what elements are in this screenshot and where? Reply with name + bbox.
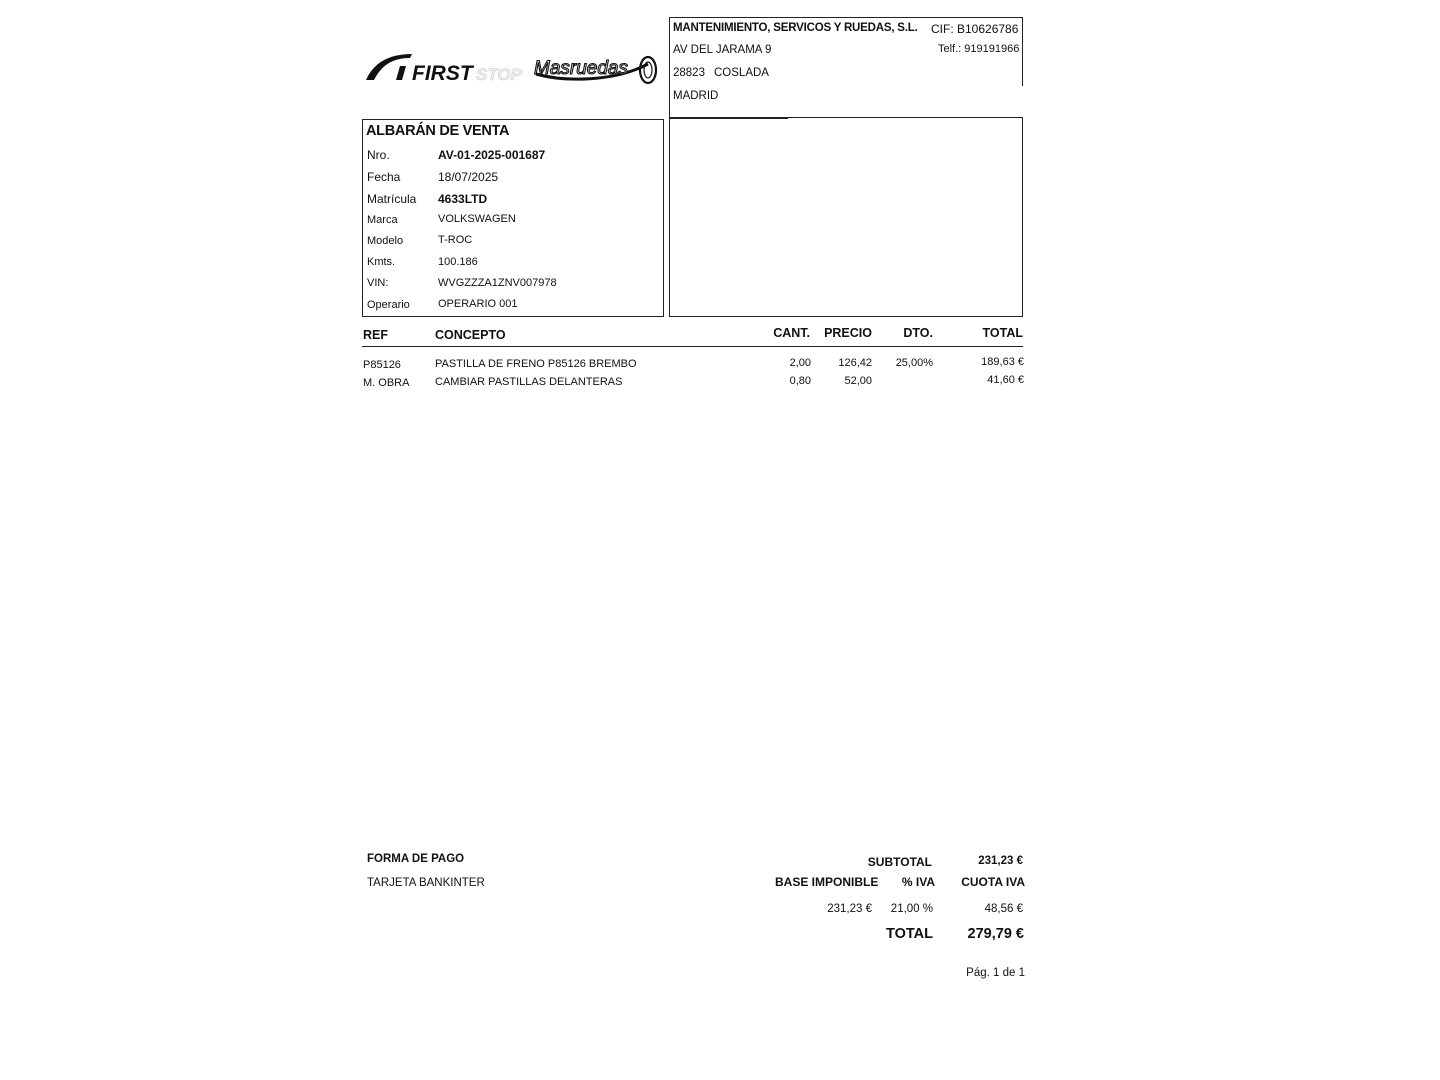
label-operator: Operario: [367, 299, 410, 311]
line-2-total: 41,60 €: [987, 374, 1024, 386]
label-brand: Marca: [367, 214, 398, 226]
company-name: MANTENIMIENTO, SERVICOS Y RUEDAS, S.L.: [673, 22, 918, 34]
subtotal-label: SUBTOTAL: [867, 855, 932, 869]
table-header-rule: [362, 346, 1023, 347]
company-province: MADRID: [673, 90, 719, 102]
value-plate: 4633LTD: [438, 192, 488, 206]
iva-pct-value: 21,00 %: [890, 903, 933, 915]
line-2-ref: M. OBRA: [363, 377, 410, 389]
company-logo: [364, 48, 658, 92]
header-price: PRECIO: [824, 326, 872, 340]
payment-title: FORMA DE PAGO: [367, 853, 465, 865]
label-model: Modelo: [367, 235, 404, 247]
subtotal-value: 231,23 €: [978, 855, 1023, 867]
label-date: Fecha: [367, 170, 401, 184]
document-title: ALBARÁN DE VENTA: [366, 123, 510, 139]
header-concept: CONCEPTO: [435, 328, 506, 342]
payment-method: TARJETA BANKINTER: [367, 877, 485, 889]
company-city: COSLADA: [714, 67, 769, 79]
header-ref: REF: [363, 328, 388, 342]
line-1-concept: PASTILLA DE FRENO P85126 BREMBO: [435, 358, 637, 370]
company-phone: Telf.: 919191966: [938, 43, 1020, 55]
iva-pct-label: % IVA: [901, 875, 935, 889]
line-1-qty: 2,00: [789, 357, 811, 369]
value-brand: VOLKSWAGEN: [438, 213, 516, 225]
line-1-total: 189,63 €: [981, 356, 1024, 368]
line-1-ref: P85126: [363, 359, 401, 371]
client-box: [669, 117, 1023, 317]
value-operator: OPERARIO 001: [438, 298, 518, 310]
base-value: 231,23 €: [827, 903, 872, 915]
company-address: AV DEL JARAMA 9: [673, 44, 772, 56]
line-1-discount: 25,00%: [895, 357, 933, 369]
logo-text-first: FIRST: [412, 62, 473, 85]
total-value: 279,79 €: [967, 926, 1024, 942]
value-model: T-ROC: [438, 234, 473, 246]
logo-text-stop: STOP: [476, 65, 522, 84]
company-cif: CIF: B10626786: [931, 22, 1019, 36]
label-number: Nro.: [367, 148, 390, 162]
page-number: Pág. 1 de 1: [966, 967, 1025, 979]
iva-amount-label: CUOTA IVA: [961, 875, 1025, 889]
company-postal-code: 28823: [673, 67, 705, 79]
line-1-price: 126,42: [838, 357, 872, 369]
header-total: TOTAL: [982, 326, 1023, 340]
iva-amount-value: 48,56 €: [984, 903, 1023, 915]
header-discount: DTO.: [903, 326, 933, 340]
value-vin: WVGZZZA1ZNV007978: [438, 277, 557, 289]
header-qty: CANT.: [773, 326, 810, 340]
total-label: TOTAL: [886, 926, 933, 942]
base-label: BASE IMPONIBLE: [775, 875, 879, 889]
label-vin: VIN:: [367, 277, 389, 289]
value-km: 100.186: [438, 256, 478, 268]
line-2-qty: 0,80: [789, 375, 811, 387]
label-km: Kmts.: [367, 256, 396, 268]
value-number: AV-01-2025-001687: [438, 148, 546, 162]
line-2-concept: CAMBIAR PASTILLAS DELANTERAS: [435, 376, 623, 388]
value-date: 18/07/2025: [438, 170, 499, 184]
line-2-price: 52,00: [844, 375, 872, 387]
logo-text-masruedas: Masruedas: [534, 58, 628, 79]
firststop-masruedas-logo: [364, 48, 658, 92]
label-plate: Matrícula: [367, 192, 417, 206]
